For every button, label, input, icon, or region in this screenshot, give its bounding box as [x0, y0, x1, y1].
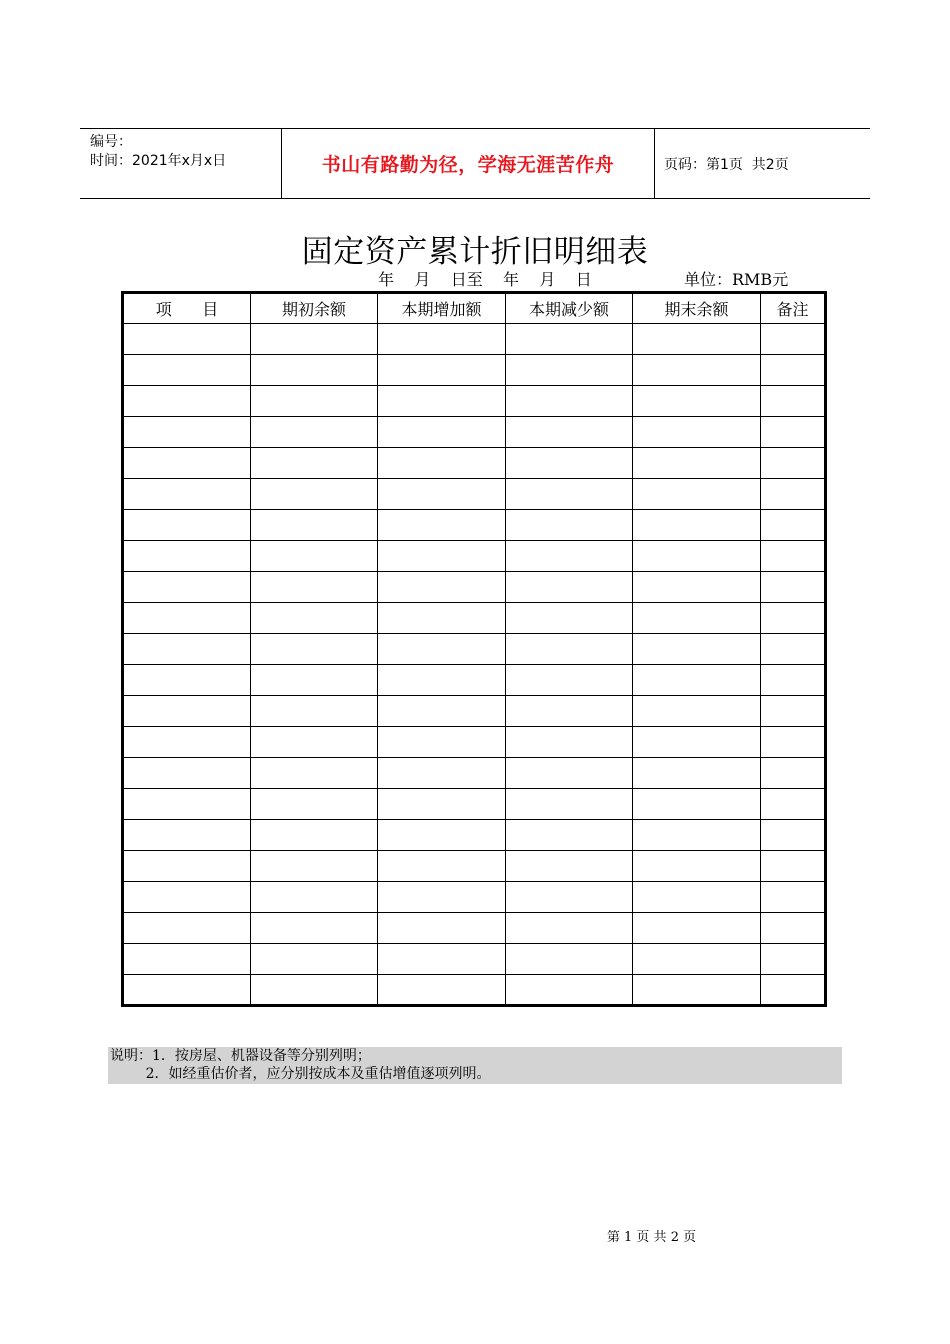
table-cell [506, 386, 633, 417]
table-cell [123, 417, 251, 448]
table-cell [251, 789, 378, 820]
table-cell [251, 820, 378, 851]
table-row [123, 789, 826, 820]
table-cell [251, 696, 378, 727]
table-cell [123, 541, 251, 572]
table-cell [633, 386, 761, 417]
table-cell [251, 975, 378, 1006]
table-row [123, 510, 826, 541]
table-cell [378, 913, 506, 944]
table-row [123, 913, 826, 944]
table-body [123, 324, 826, 1006]
table-cell [506, 603, 633, 634]
table-cell [378, 820, 506, 851]
period-range: 年 月 日至 年 月 日 [378, 270, 592, 289]
table-cell [123, 448, 251, 479]
table-cell [123, 603, 251, 634]
table-row [123, 386, 826, 417]
table-cell [251, 944, 378, 975]
table-cell [633, 913, 761, 944]
table-cell [633, 417, 761, 448]
table-cell [633, 572, 761, 603]
table-cell [761, 324, 826, 355]
table-row [123, 603, 826, 634]
table-cell [761, 882, 826, 913]
table-row [123, 634, 826, 665]
table-cell [123, 355, 251, 386]
table-cell [761, 913, 826, 944]
table-cell [506, 882, 633, 913]
table-cell [251, 541, 378, 572]
table-cell [761, 789, 826, 820]
page-title: 固定资产累计折旧明细表 [301, 234, 649, 270]
table-cell [251, 386, 378, 417]
table-cell [506, 417, 633, 448]
table-cell [123, 634, 251, 665]
table-cell [378, 634, 506, 665]
table-row [123, 448, 826, 479]
table-cell [506, 541, 633, 572]
table-row [123, 851, 826, 882]
table-cell [378, 386, 506, 417]
table-row [123, 572, 826, 603]
table-cell [506, 789, 633, 820]
table-cell [633, 758, 761, 789]
table-cell [761, 448, 826, 479]
table-cell [633, 944, 761, 975]
table-cell [761, 541, 826, 572]
table-cell [378, 355, 506, 386]
column-header-decrease: 本期减少额 [506, 293, 633, 324]
table-cell [251, 324, 378, 355]
table-cell [378, 727, 506, 758]
table-cell [123, 882, 251, 913]
table-cell [251, 510, 378, 541]
column-header-remarks: 备注 [761, 293, 826, 324]
table-cell [378, 572, 506, 603]
table-cell [378, 975, 506, 1006]
table-cell [378, 448, 506, 479]
table-cell [761, 820, 826, 851]
table-cell [378, 541, 506, 572]
table-cell [251, 448, 378, 479]
table-cell [251, 913, 378, 944]
document-header [80, 128, 870, 199]
table-cell [123, 510, 251, 541]
note-line: 说明：1．按房屋、机器设备等分别列明； [110, 1048, 371, 1064]
table-cell [633, 448, 761, 479]
table-cell [123, 758, 251, 789]
table-row [123, 944, 826, 975]
table-row [123, 696, 826, 727]
table-cell [251, 665, 378, 696]
table-cell [761, 758, 826, 789]
table-cell [506, 665, 633, 696]
table-cell [506, 479, 633, 510]
table-cell [633, 324, 761, 355]
column-header-closing-balance: 期末余额 [633, 293, 761, 324]
table-cell [123, 665, 251, 696]
table-cell [123, 975, 251, 1006]
table-cell [633, 851, 761, 882]
table-cell [506, 820, 633, 851]
table-cell [378, 944, 506, 975]
table-cell [633, 355, 761, 386]
table-cell [761, 510, 826, 541]
table-cell [251, 882, 378, 913]
note-line: 2．如经重估价者，应分别按成本及重估增值逐项列明。 [110, 1066, 491, 1082]
column-header-item: 项 目 [123, 293, 251, 324]
table-cell [633, 665, 761, 696]
table-cell [633, 789, 761, 820]
table-cell [378, 324, 506, 355]
header-meta [90, 133, 226, 171]
table-cell [506, 448, 633, 479]
table-cell [506, 696, 633, 727]
table-cell [123, 324, 251, 355]
table-row [123, 820, 826, 851]
table-cell [378, 479, 506, 510]
table-cell [633, 727, 761, 758]
table-cell [761, 944, 826, 975]
table-row [123, 758, 826, 789]
table-cell [761, 696, 826, 727]
table-cell [123, 696, 251, 727]
table-cell [506, 944, 633, 975]
serial-number-label: 编号： [90, 134, 132, 150]
table-cell [378, 696, 506, 727]
table-cell [251, 634, 378, 665]
table-cell [378, 758, 506, 789]
header-divider [654, 129, 655, 198]
table-cell [378, 851, 506, 882]
table-cell [761, 355, 826, 386]
page-footer: 第 1 页 共 2 页 [606, 1230, 697, 1245]
table-row [123, 665, 826, 696]
table-cell [761, 603, 826, 634]
table-cell [251, 572, 378, 603]
table-cell [123, 386, 251, 417]
header-motto: 书山有路勤为径，学海无涯苦作舟 [321, 154, 615, 176]
table-cell [506, 510, 633, 541]
table-cell [761, 665, 826, 696]
table-cell [251, 758, 378, 789]
table-cell [506, 727, 633, 758]
table-cell [633, 882, 761, 913]
table-row [123, 882, 826, 913]
table-cell [761, 572, 826, 603]
table-cell [506, 975, 633, 1006]
table-cell [378, 789, 506, 820]
table-cell [251, 417, 378, 448]
table-cell [251, 727, 378, 758]
table-row [123, 479, 826, 510]
table-cell [506, 355, 633, 386]
table-row [123, 355, 826, 386]
time-label: 时间：2021年x月x日 [90, 153, 227, 169]
table-row [123, 324, 826, 355]
table-cell [633, 975, 761, 1006]
table-cell [633, 510, 761, 541]
table-cell [378, 510, 506, 541]
table-cell [633, 541, 761, 572]
table-cell [633, 603, 761, 634]
table-cell [506, 913, 633, 944]
table-cell [506, 634, 633, 665]
table-cell [123, 944, 251, 975]
table-row [123, 975, 826, 1006]
table-cell [761, 386, 826, 417]
table-cell [251, 355, 378, 386]
table-cell [506, 758, 633, 789]
table-cell [761, 479, 826, 510]
table-header-row [123, 293, 826, 324]
depreciation-table [121, 291, 827, 1007]
table-cell [378, 603, 506, 634]
table-cell [251, 479, 378, 510]
table-cell [761, 975, 826, 1006]
table-cell [761, 851, 826, 882]
table-row [123, 541, 826, 572]
table-cell [378, 417, 506, 448]
table-cell [123, 789, 251, 820]
table-cell [378, 665, 506, 696]
table-cell [761, 417, 826, 448]
table-row [123, 417, 826, 448]
table-cell [506, 324, 633, 355]
column-header-increase: 本期增加额 [378, 293, 506, 324]
table-cell [761, 727, 826, 758]
table-cell [251, 603, 378, 634]
table-cell [251, 851, 378, 882]
header-page-info: 页码：第1页 共2页 [664, 156, 789, 173]
unit-label: 单位：RMB元 [684, 270, 789, 289]
table-cell [123, 820, 251, 851]
table-cell [633, 820, 761, 851]
table-cell [633, 696, 761, 727]
table-row [123, 727, 826, 758]
table-cell [633, 634, 761, 665]
column-header-opening-balance: 期初余额 [251, 293, 378, 324]
table-cell [123, 479, 251, 510]
table-cell [506, 572, 633, 603]
table-cell [123, 913, 251, 944]
table-cell [378, 882, 506, 913]
table-cell [506, 851, 633, 882]
table-cell [633, 479, 761, 510]
table-cell [123, 572, 251, 603]
notes-box [108, 1047, 842, 1084]
table-cell [761, 634, 826, 665]
table-cell [123, 851, 251, 882]
table-cell [123, 727, 251, 758]
